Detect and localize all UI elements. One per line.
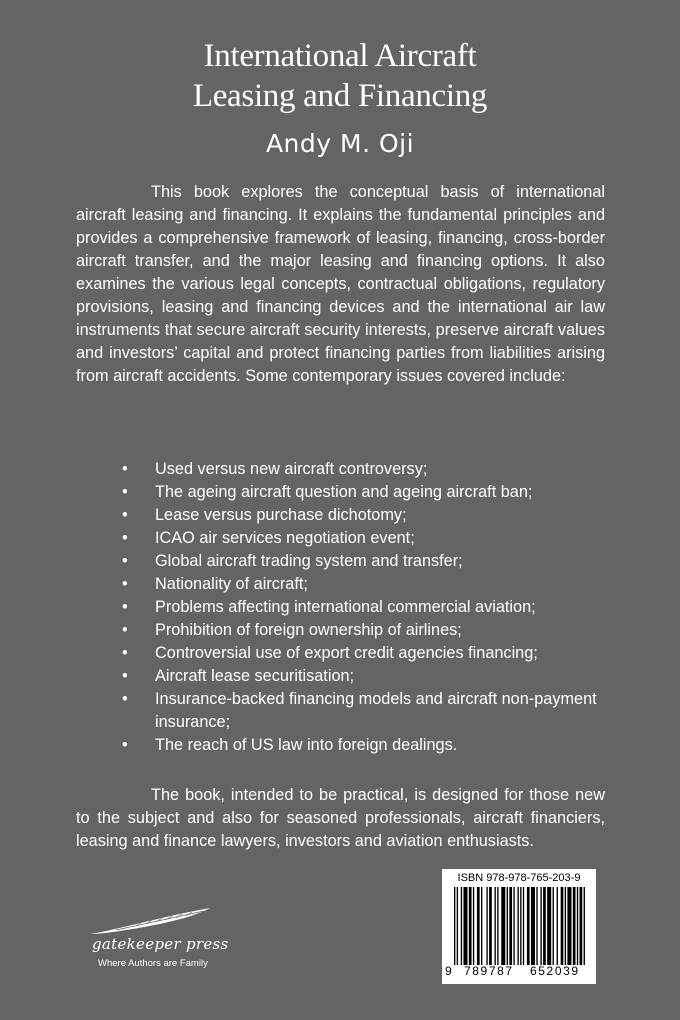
issue-item <box>120 619 600 642</box>
isbn-barcode <box>442 869 596 984</box>
bullet-icon: • <box>122 690 128 708</box>
closing-paragraph: The book, intended to be practical, is designed for those new to the subject and also for seasoned professionals, aircraft financiers, leasing and finance lawyers, investors and aviation enthusiasts. <box>76 786 605 850</box>
barcode-bar <box>536 887 537 965</box>
bullet-icon: • <box>122 736 128 754</box>
barcode-bar <box>509 887 512 965</box>
book-title-line-1: International Aircraft <box>203 38 477 74</box>
barcode-bar <box>513 887 514 965</box>
bullet-icon: • <box>122 598 128 616</box>
barcode-digit-group-2: 652039 <box>530 964 580 978</box>
barcode-lead-digit: 9 <box>445 964 452 978</box>
book-title <box>0 36 680 116</box>
issue-text: Aircraft lease securitisation; <box>155 667 355 685</box>
issue-text: Controversial use of export credit agencies financing; <box>155 644 538 662</box>
issue-text: Problems affecting international commercial aviation; <box>155 598 536 616</box>
issue-item <box>120 458 600 481</box>
barcode-bar <box>461 887 462 965</box>
isbn-label: ISBN 978-978-765-203-9 <box>457 872 581 884</box>
barcode-bar <box>495 887 496 965</box>
issue-text: Used versus new aircraft controversy; <box>155 460 428 478</box>
barcode-bar <box>557 887 558 965</box>
issue-item <box>120 504 600 527</box>
issue-item <box>120 527 600 550</box>
barcode-bar <box>454 887 455 965</box>
issue-text: The ageing aircraft question and ageing aircraft ban; <box>155 483 533 501</box>
issue-item <box>120 665 600 688</box>
barcode-bar <box>523 887 524 965</box>
bullet-icon: • <box>122 460 128 478</box>
issue-item <box>120 688 600 734</box>
issue-text: Nationality of aircraft; <box>155 575 308 593</box>
publisher-tagline: Where Authors are Family <box>98 958 208 969</box>
barcode-bar <box>463 887 467 965</box>
barcode-bar <box>469 887 472 965</box>
barcode-bar <box>457 887 458 965</box>
barcode-bar <box>481 887 482 965</box>
issue-text: Global aircraft trading system and transfer; <box>155 552 463 570</box>
publisher-logo <box>86 904 266 976</box>
issue-text: Lease versus purchase dichotomy; <box>155 506 407 524</box>
issue-item <box>120 550 600 573</box>
bullet-icon: • <box>122 621 128 639</box>
barcode-bar <box>477 887 480 965</box>
barcode-bars <box>452 887 590 965</box>
bullet-icon: • <box>122 644 128 662</box>
bullet-icon: • <box>122 529 128 547</box>
bullet-icon: • <box>122 667 128 685</box>
issue-item <box>120 596 600 619</box>
barcode-bar <box>543 887 546 965</box>
barcode-bar <box>517 887 518 965</box>
barcode-bar <box>565 887 566 965</box>
barcode-digit-group-1: 789787 <box>464 964 514 978</box>
barcode-bar <box>547 887 551 965</box>
barcode-bar <box>567 887 571 965</box>
barcode-bar <box>553 887 554 965</box>
bullet-icon: • <box>122 575 128 593</box>
author-name: Andy M. Oji <box>265 129 415 158</box>
barcode-bar <box>584 887 585 965</box>
blurb-paragraph: This book explores the conceptual basis of international aircraft leasing and financing. It explains the fundamental principles and provides a comprehensive framework of leasing, financing, cross-border aircraft transfer, and the major leasing and financing options. It also examines the various legal concepts, contractual obligations, regulatory provisions, leasing and financing devices and the international air law instruments that secure aircraft security interests, preserve aircraft values and investors’ capital and protect financing parties from liabilities arising from aircraft accidents. Some contemporary issues covered include: <box>76 183 605 385</box>
publisher-name: gatekeeper press <box>92 935 229 953</box>
bullet-icon: • <box>122 483 128 501</box>
issues-list <box>120 458 600 757</box>
barcode-bar <box>501 887 505 965</box>
barcode-bar <box>531 887 535 965</box>
bullet-icon: • <box>122 506 128 524</box>
book-title-line-2: Leasing and Financing <box>192 78 488 114</box>
barcode-bar <box>489 887 492 965</box>
issue-text: The reach of US law into foreign dealings. <box>155 736 458 754</box>
barcode-bar <box>577 887 578 965</box>
quill-pen-icon <box>86 904 216 938</box>
barcode-bar <box>497 887 498 965</box>
barcode-bar <box>527 887 530 965</box>
barcode-bar <box>507 887 508 965</box>
issue-item <box>120 573 600 596</box>
barcode-bar <box>540 887 541 965</box>
barcode-bar <box>486 887 487 965</box>
bullet-icon: • <box>122 552 128 570</box>
barcode-bar <box>473 887 474 965</box>
issue-text: Prohibition of foreign ownership of airlines; <box>155 621 462 639</box>
barcode-bar <box>580 887 583 965</box>
issue-item <box>120 481 600 504</box>
barcode-bar <box>561 887 564 965</box>
issue-text: Insurance-backed financing models and aircraft non-payment insurance; <box>155 690 597 731</box>
barcode-bar <box>573 887 576 965</box>
issue-text: ICAO air services negotiation event; <box>155 529 415 547</box>
issue-item <box>120 734 600 757</box>
issue-item <box>120 642 600 665</box>
barcode-bar <box>520 887 521 965</box>
